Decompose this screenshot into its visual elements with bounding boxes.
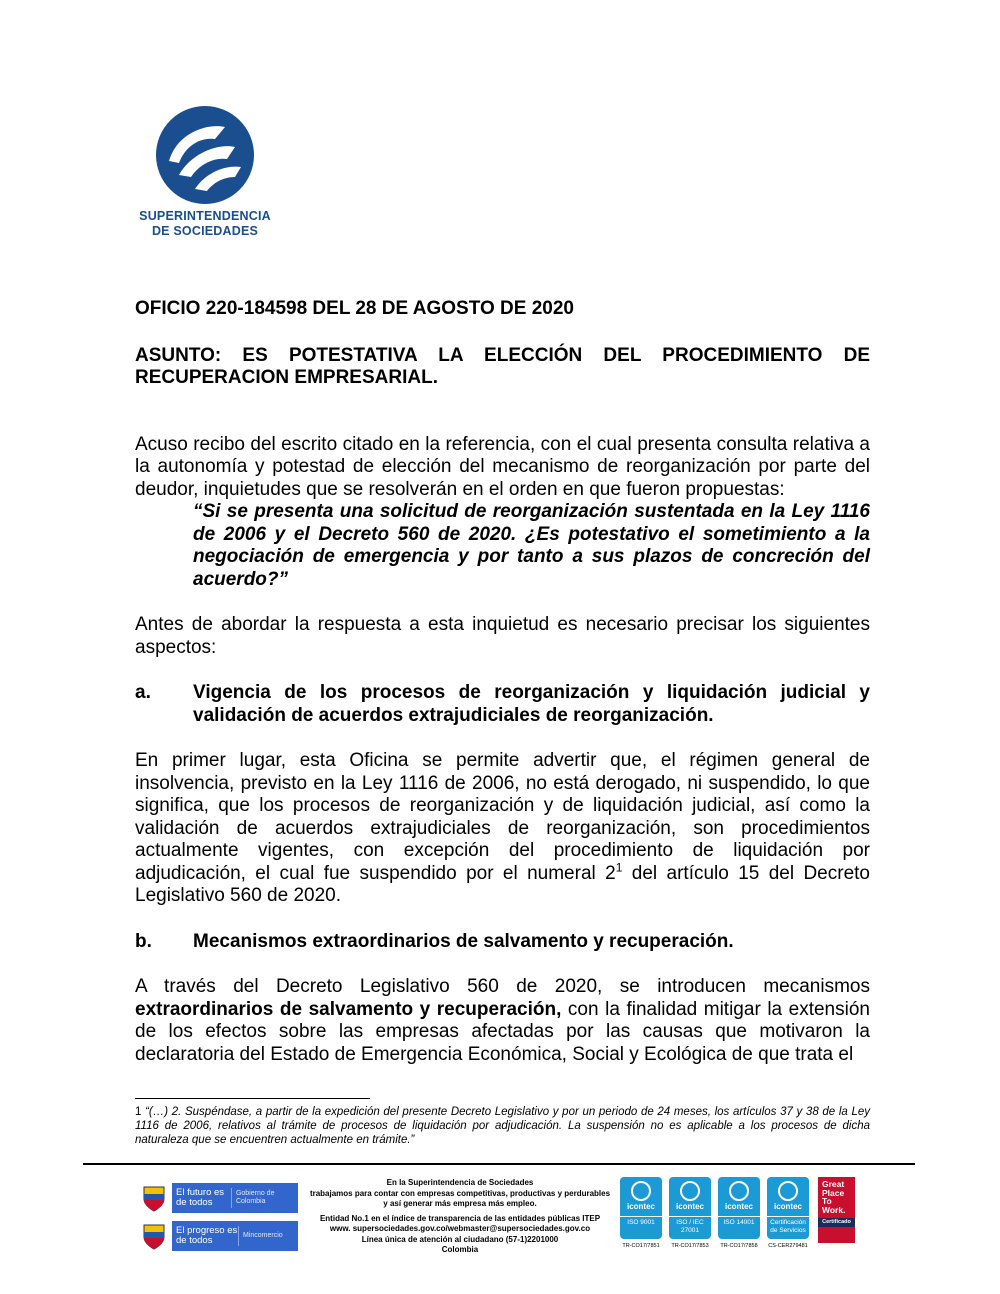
icontec-icon (631, 1181, 651, 1201)
gov1-slogan: El futuro es de todos (172, 1188, 232, 1208)
cert-code: TR-CO17/7853 (671, 1243, 709, 1249)
footer-line-4: Entidad No.1 en el índice de transparencia de las entidades públicas ITEP (319, 1213, 601, 1223)
cert-standard: Certificación de Servicios (767, 1216, 809, 1234)
gptw-certified: Certificado (818, 1218, 855, 1227)
quoted-question: “Si se presenta una solicitud de reorganización sustentada en la Ley 1116 de 2006 y el Decreto 560 de 2020. ¿Es potestativo el sometimiento a la negociación de emergencia y por tanto a sus plazos de concreción del acuerdo?” (193, 501, 870, 590)
logo-line2: DE SOCIEDADES (151, 224, 259, 238)
gptw-line2: Place (822, 1187, 845, 1198)
para-a-text: En primer lugar, esta Oficina se permite advertir que, el régimen general de insolvencia, previsto en la Ley 1116 de 2006, no está derogado, ni suspendido, lo que significa, que los procesos de reorganización y de liquidación judicial, así como la validación de acuerdos extrajudiciales de reorganización, son procedimientos actualmente vigentes, con excepción del procedimiento de liquidación por adjudicación, el cual fue suspendido por el numeral 2 (135, 750, 870, 884)
footnote (135, 1105, 870, 1147)
cert-code: CS-CER279481 (768, 1243, 808, 1249)
logo-line1: SUPERINTENDENCIA (139, 209, 271, 223)
gov2-slogan: El progreso es de todos (172, 1226, 239, 1246)
icontec-iso9001-badge (620, 1177, 662, 1239)
gov2-entity: Mincomercio (243, 1232, 283, 1239)
para-b-part1: A través del Decreto Legislativo 560 de 2020, se introducen mecanismos (135, 976, 870, 997)
cert-code: TR-CO17/7858 (720, 1243, 758, 1249)
coat-of-arms-icon (140, 1183, 168, 1213)
section-a-label: a. (135, 682, 151, 703)
intro-paragraph: Acuso recibo del escrito citado en la referencia, con el cual presenta consulta relativa a la autonomía y potestad de elección del mecanismo de reorganización por parte del deudor, inquietudes que se resolverán en el orden en que fueron propuestas: (135, 433, 870, 500)
para-b-part2: con la finalidad mitigar la extensión de los efectos sobre las empresas afectadas por las causas que motivaron la declaratoria del Estado de Emergencia Económica, Social y Ecológica de que trata el (135, 998, 870, 1065)
cert-name: icontec (724, 1202, 753, 1211)
icontec-icon (778, 1181, 798, 1201)
section-b-title: Mecanismos extraordinarios de salvamento y recuperación. (193, 930, 734, 952)
gov-logo-progreso (140, 1220, 298, 1252)
coat-of-arms-icon (140, 1221, 168, 1251)
icontec-iso27001-badge (669, 1177, 711, 1239)
before-paragraph: Antes de abordar la respuesta a esta inquietud es necesario precisar los siguientes aspectos: (135, 614, 870, 658)
gov-logo-futuro (140, 1182, 298, 1214)
section-a-title: Vigencia de los procesos de reorganización y liquidación judicial y validación de acuerdos extrajudiciales de reorganización. (193, 682, 870, 726)
cert-name: icontec (675, 1202, 704, 1211)
footer-line-6: Línea única de atención al ciudadano (57-1)2201000 (361, 1234, 559, 1244)
gov1-entity: Gobierno de Colombia (235, 1190, 275, 1205)
logo (135, 105, 285, 239)
superintendencia-emblem-icon (155, 105, 255, 205)
cert-standard: ISO / IEC 27001 (669, 1216, 711, 1234)
cert-code: TR-CO17/7851 (622, 1243, 660, 1249)
icontec-iso14001-badge (718, 1177, 760, 1239)
section-a-heading (135, 682, 870, 727)
footnote-text: “(…) 2. Suspéndase, a partir de la expedición del presente Decreto Legislativo y por un periodo de 24 meses, los artículos 37 y 38 de la Ley 1116 de 2006, relativos al trámite de procesos de liquidación por adjudicación. La suspensión no es aplicable a los procesos de dicha naturaleza que se encuentren actualmente en trámite.” (135, 1106, 870, 1146)
icontec-services-badge (767, 1177, 809, 1239)
document-body (135, 298, 870, 1066)
footer-line-2: trabajamos para contar con empresas competitivas, productivas y perdurables (309, 1188, 611, 1198)
cert-standard: ISO 14001 (718, 1216, 760, 1227)
gptw-line3: To (822, 1196, 832, 1206)
gptw-line4: Work. (822, 1204, 846, 1215)
cert-standard: ISO 9001 (620, 1216, 662, 1227)
footer-divider (83, 1163, 915, 1165)
para-a-tail: del artículo 15 del Decreto Legislativo 560 de 2020. (135, 862, 870, 906)
section-b-label: b. (135, 930, 152, 952)
document-heading: OFICIO 220-184598 DEL 28 DE AGOSTO DE 2020 (135, 298, 574, 319)
cert-name: icontec (773, 1202, 802, 1211)
icontec-icon (680, 1181, 700, 1201)
great-place-to-work-badge (818, 1177, 855, 1243)
footer-line-3: y así generar más empresa más empleo. (383, 1199, 537, 1208)
footnote-number: 1 (135, 1106, 142, 1118)
icontec-icon (729, 1181, 749, 1201)
footnote-divider (135, 1098, 370, 1099)
section-b-heading (135, 931, 870, 954)
footer-line-5[interactable]: www. supersociedades.gov.co/webmaster@supersociedades.gov.co (329, 1224, 591, 1233)
para-b-bold: extraordinarios de salvamento y recuperación, (135, 998, 562, 1020)
subject: ASUNTO: ES POTESTATIVA LA ELECCIÓN DEL PROCEDIMIENTO DE RECUPERACION EMPRESARIAL. (135, 344, 870, 388)
footer-text (305, 1178, 615, 1256)
section-a-paragraph (135, 750, 870, 908)
cert-name: icontec (626, 1202, 655, 1211)
gptw-line1: Great (822, 1179, 845, 1189)
footer-line-1: En la Superintendencia de Sociedades (386, 1178, 534, 1187)
footnote-ref[interactable]: 1 (615, 860, 623, 875)
section-b-paragraph (135, 976, 870, 1066)
footer-line-7: Colombia (441, 1245, 479, 1254)
